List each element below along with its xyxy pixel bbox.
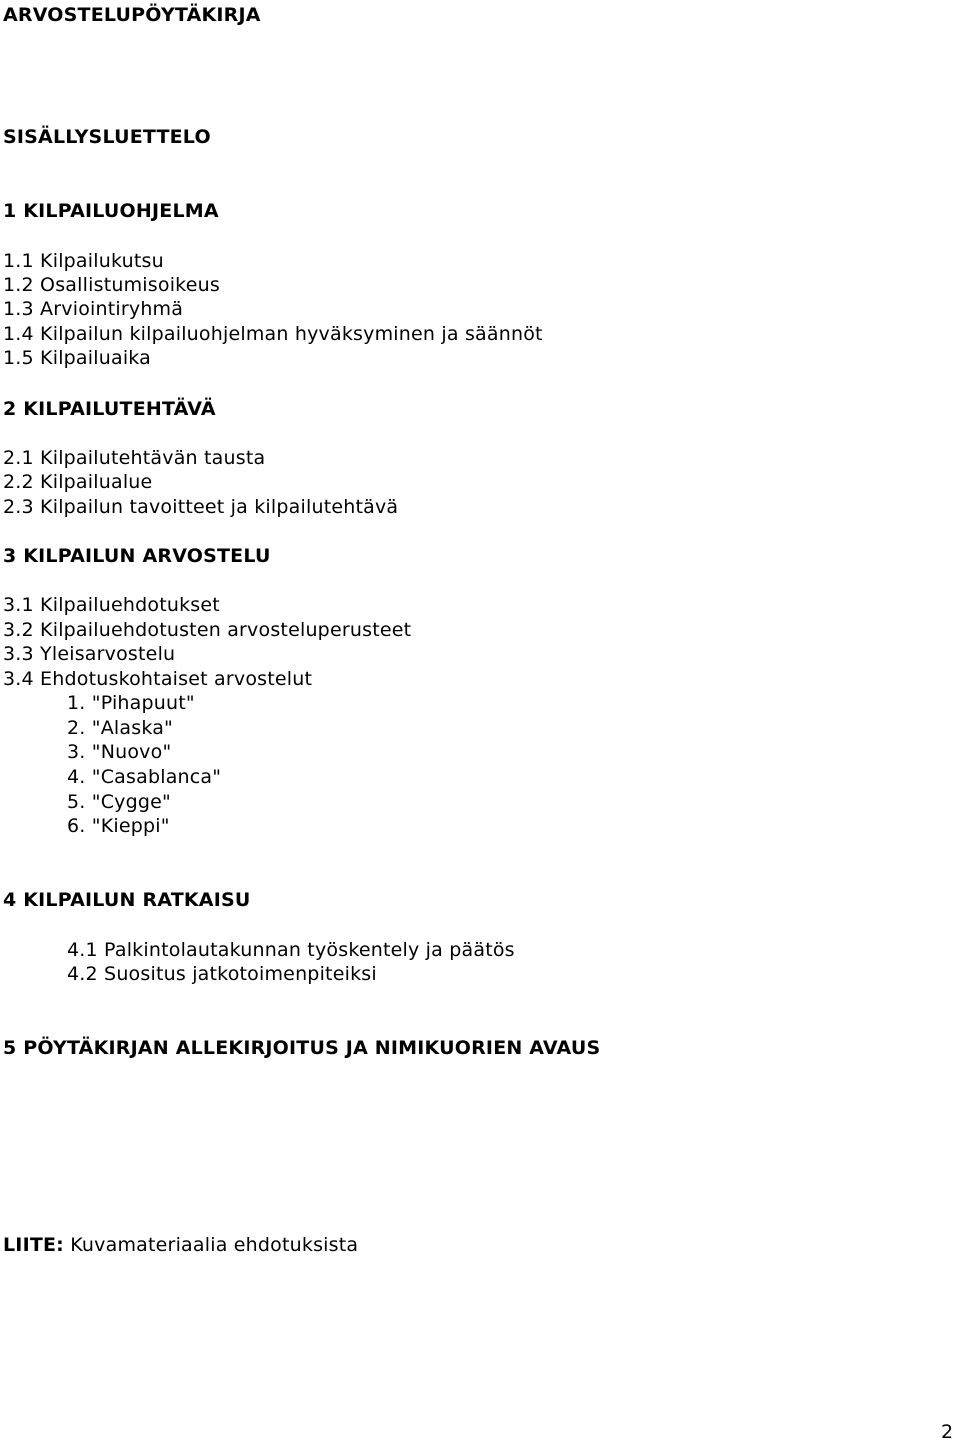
toc-subitem-5: 5. "Cygge": [67, 791, 171, 813]
appendix-label: LIITE:: [3, 1234, 64, 1256]
toc-item-1-4: 1.4 Kilpailun kilpailuohjelman hyväksyminen ja säännöt: [3, 323, 543, 345]
document-title: ARVOSTELUPÖYTÄKIRJA: [3, 4, 261, 26]
appendix-text: Kuvamateriaalia ehdotuksista: [63, 1234, 359, 1256]
toc-item-4-2: 4.2 Suositus jatkotoimenpiteiksi: [67, 963, 377, 985]
toc-item-4-1: 4.1 Palkintolautakunnan työskentely ja päätös: [67, 939, 515, 961]
section-2-heading: 2 KILPAILUTEHTÄVÄ: [3, 398, 216, 420]
toc-item-1-3: 1.3 Arviointiryhmä: [3, 298, 184, 320]
toc-item-2-1: 2.1 Kilpailutehtävän tausta: [3, 447, 266, 469]
toc-heading: SISÄLLYSLUETTELO: [3, 126, 211, 148]
toc-item-2-2: 2.2 Kilpailualue: [3, 471, 153, 493]
section-5-heading: 5 PÖYTÄKIRJAN ALLEKIRJOITUS JA NIMIKUORIEN AVAUS: [3, 1037, 601, 1059]
toc-subitem-3: 3. "Nuovo": [67, 741, 172, 763]
section-3-heading: 3 KILPAILUN ARVOSTELU: [3, 545, 271, 567]
toc-item-3-1: 3.1 Kilpailuehdotukset: [3, 594, 220, 616]
toc-item-3-2: 3.2 Kilpailuehdotusten arvosteluperusteet: [3, 619, 412, 641]
page-number: 2: [941, 1421, 954, 1443]
section-1-heading: 1 KILPAILUOHJELMA: [3, 200, 219, 222]
toc-item-1-2: 1.2 Osallistumisoikeus: [3, 274, 220, 296]
toc-item-1-5: 1.5 Kilpailuaika: [3, 347, 152, 369]
section-4-heading: 4 KILPAILUN RATKAISU: [3, 889, 251, 911]
toc-subitem-1: 1. "Pihapuut": [67, 692, 195, 714]
appendix-line: [3, 1233, 358, 1257]
toc-item-1-1: 1.1 Kilpailukutsu: [3, 250, 164, 272]
toc-subitem-6: 6. "Kieppi": [67, 815, 170, 837]
toc-subitem-2: 2. "Alaska": [67, 717, 173, 739]
toc-item-3-4: 3.4 Ehdotuskohtaiset arvostelut: [3, 668, 313, 690]
toc-item-3-3: 3.3 Yleisarvostelu: [3, 643, 176, 665]
toc-subitem-4: 4. "Casablanca": [67, 766, 222, 788]
toc-item-2-3: 2.3 Kilpailun tavoitteet ja kilpailutehtävä: [3, 496, 399, 518]
